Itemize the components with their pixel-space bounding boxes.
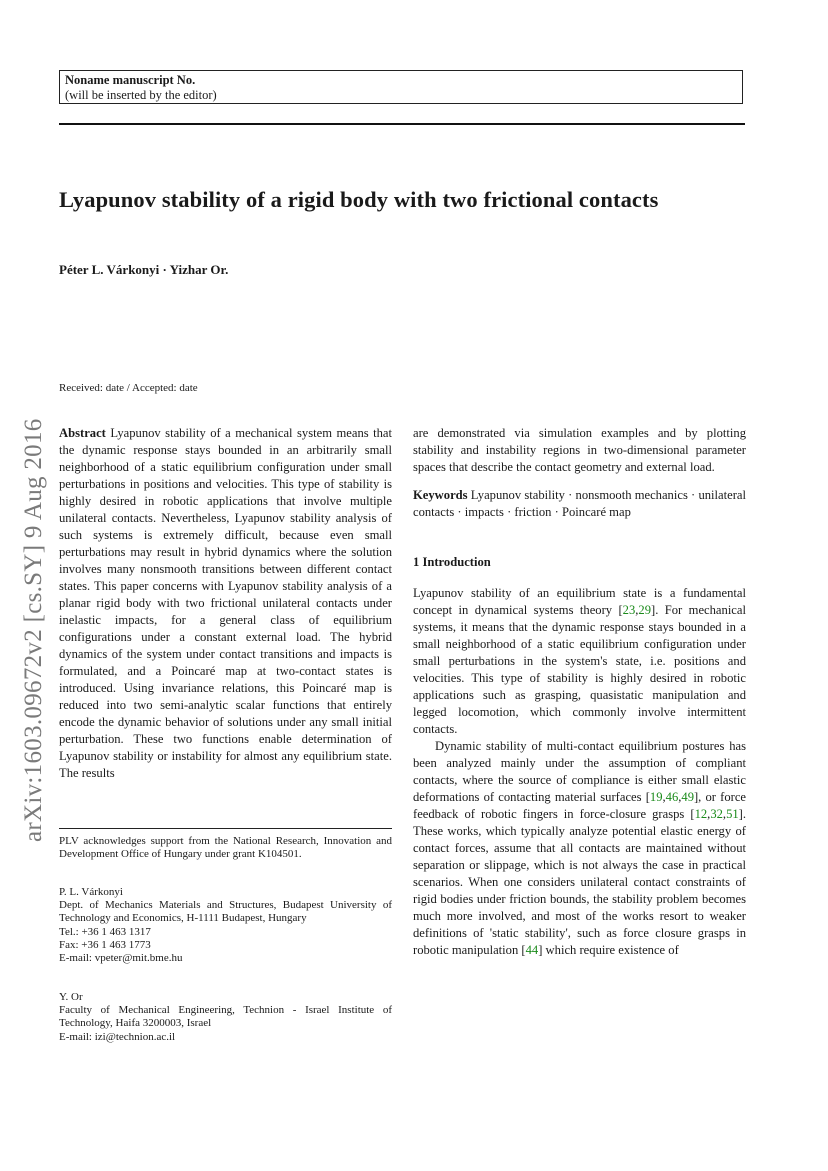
citation-link[interactable]: 51 (726, 807, 739, 821)
citation-link[interactable]: 44 (525, 943, 539, 957)
intro-p2-text-c: ]. These works, which typically analyze potential elastic energy of contact forces, assume that all contacts are maintained without separation or slippage, which is not always the case in practical scenarios. When one considers unilateral contact constraints of rigid bodies under friction bounds, the stability problem becomes much more involved, and most of the works resort to weaker definitions of 'static stability', such as force closure grasps in robotic manipulation [ (413, 807, 746, 957)
author2-affiliation: Faculty of Mechanical Engineering, Technion - Israel Institute of Technology, Haifa 3200003, Israel (59, 1004, 392, 1030)
author1-fax: Fax: +36 1 463 1773 (59, 938, 151, 951)
funding-footnote: PLV acknowledges support from the National Research, Innovation and Development Office of Hungary under grant K104501. (59, 835, 392, 861)
abstract-continued: are demonstrated via simulation examples and by plotting stability and instability regions in two-dimensional parameter spaces that describe the contact geometry and external load. (413, 426, 746, 474)
citation-separator: , (722, 807, 727, 821)
author2-footnote (59, 991, 392, 1044)
citation-link[interactable]: 49 (681, 790, 694, 804)
right-column (413, 425, 746, 959)
author2-name: Y. Or (59, 991, 83, 1003)
citation-link[interactable]: 29 (638, 603, 652, 617)
citation-link[interactable]: 23 (622, 603, 636, 617)
intro-p1-text-b: ]. For mechanical systems, it means that the dynamic response stays bounded in a small neighborhood of a static equilibrium configuration under small perturbations in the system's state, i.e. positions and velocities. This type of stability is highly desired in robotic applications such as grasping, quasistatic manipulation and legged locomotion, which commonly involve intermittent contacts. (413, 603, 746, 736)
author1-tel: Tel.: +36 1 463 1317 (59, 925, 151, 938)
intro-p2-text-d: ] which require existence of (538, 943, 679, 957)
section-heading-introduction: 1 Introduction (413, 555, 491, 569)
author1-email: E-mail: vpeter@mit.bme.hu (59, 952, 183, 965)
citation-separator: , (678, 790, 682, 804)
header-rule (59, 123, 745, 125)
abstract-label: Abstract (59, 426, 106, 440)
intro-paragraph-2 (413, 738, 746, 959)
editor-note: (will be inserted by the editor) (65, 88, 217, 102)
citation-link[interactable]: 12 (694, 807, 708, 821)
intro-p1-text-a: Lyapunov stability of an equilibrium state is a fundamental concept in dynamical systems theory [ (413, 586, 746, 617)
manuscript-header-box (59, 70, 743, 104)
footnote-rule (59, 828, 392, 829)
citation-link[interactable]: 19 (649, 790, 663, 804)
author1-name: P. L. Várkonyi (59, 886, 123, 898)
keywords (413, 487, 746, 521)
citation-separator: , (662, 790, 666, 804)
author-list: Péter L. Várkonyi · Yizhar Or. (59, 262, 229, 277)
received-date: Received: date / Accepted: date (59, 382, 198, 394)
keywords-label: Keywords (413, 488, 468, 502)
paper-title: Lyapunov stability of a rigid body with two frictional contacts (59, 187, 659, 212)
intro-p2-text-b: ], or force feedback of robotic fingers in force-closure grasps [ (413, 790, 746, 821)
keywords-text: Lyapunov stability · nonsmooth mechanics · unilateral contacts · impacts · friction · Poincaré map (413, 488, 746, 519)
intro-p2-text-a: Dynamic stability of multi-contact equilibrium postures has been analyzed mainly under the assumption of compliant contacts, where the source of compliance is either small elastic deformations of contacting material surfaces [ (413, 739, 746, 804)
citation-link[interactable]: 32 (710, 807, 723, 821)
manuscript-number: Noname manuscript No. (65, 73, 196, 87)
author2-email: E-mail: izi@technion.ac.il (59, 1030, 176, 1043)
citation-separator: , (707, 807, 711, 821)
abstract-text: Lyapunov stability of a mechanical system means that the dynamic response stays bounded in an arbitrarily small neighborhood of a static equilibrium configuration under small perturbations in positions and velocities. This type of stability is highly desired in robotic applications that involve multiple unilateral contacts. Nevertheless, Lyapunov stability analysis of such systems is extremely difficult, because even small perturbations may result in hybrid dynamics where the solution involves many nonsmooth transitions between different contact states. This paper concerns with Lyapunov stability analysis of a planar rigid body with two frictional unilateral contacts under inelastic impacts, for a general class of equilibrium configurations under a constant external load. The hybrid dynamics of the system under contact transitions and impacts is formulated, and a Poincaré map at two-contact states is introduced. Using invariance relations, this Poincaré map is reduced into two semi-analytic scalar functions that entirely encode the dynamic behavior of solutions under any small initial perturbation. These two functions enable determination of Lyapunov stability or instability for almost any equilibrium state. The results (59, 426, 392, 780)
intro-paragraph-1 (413, 585, 746, 738)
citation-separator: , (635, 603, 639, 617)
arxiv-stamp: arXiv:1603.09672v2 [cs.SY] 9 Aug 2016 (20, 418, 47, 842)
citation-link[interactable]: 46 (665, 790, 679, 804)
abstract (59, 425, 392, 782)
left-column (59, 425, 392, 782)
author1-footnote (59, 886, 392, 965)
author1-affiliation: Dept. of Mechanics Materials and Structures, Budapest University of Technology and Economics, H-1111 Budapest, Hungary (59, 899, 392, 925)
